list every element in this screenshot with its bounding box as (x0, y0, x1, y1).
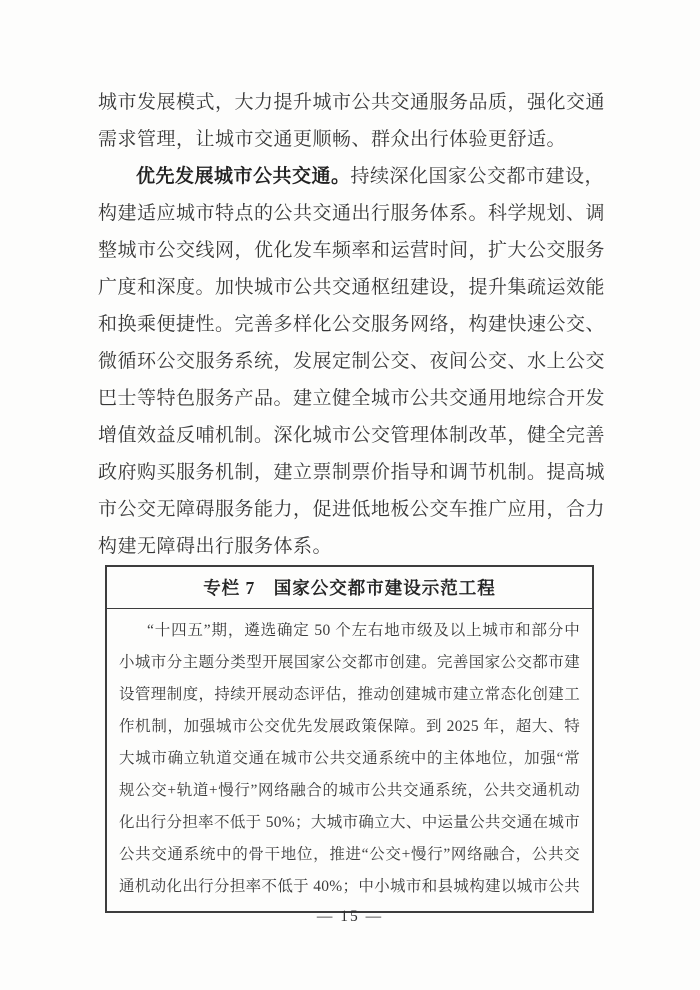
text-line: 需求管理，让城市交通更顺畅、群众出行体验更舒适。 (98, 129, 567, 150)
text-line-lead (98, 158, 605, 195)
text-line: 构建无障碍出行服务体系。 (98, 536, 333, 557)
text-line: 增值效益反哺机制。深化城市公交管理体制改革，健全完善 (98, 425, 606, 446)
box-text-line: 通机动化出行分担率不低于 40%；中小城市和县城构建以城市公共 (119, 878, 580, 895)
text-line: 政府购买服务机制，建立票制票价指导和调节机制。提高城 (98, 462, 606, 483)
box-text-line: 公共交通系统中的骨干地位，推进“公交+慢行”网络融合，公共交 (119, 846, 580, 863)
box-text-line: 小城市分主题分类型开展国家公交都市创建。完善国家公交都市建 (119, 654, 580, 671)
paragraph-lead-bold: 优先发展城市公共交通。 (136, 166, 351, 187)
box-text-line: 大城市确立轨道交通在城市公共交通系统中的主体地位，加强“常 (119, 750, 580, 767)
feature-box-body (107, 609, 592, 911)
text-line: 构建适应城市特点的公共交通出行服务体系。科学规划、调 (98, 203, 606, 224)
text-line: 巴士等特色服务产品。建立健全城市公共交通用地综合开发 (98, 388, 606, 409)
box-text-line: 作机制，加强城市公交优先发展政策保障。到 2025 年，超大、特 (119, 718, 580, 735)
feature-box-column7 (105, 565, 594, 913)
page-content (98, 84, 606, 913)
box-text-line: “十四五”期，遴选确定 50 个左右地市级及以上城市和部分中 (147, 622, 580, 639)
paragraph-priority-transit (98, 158, 606, 565)
text-line: 整城市公交线网，优化发车频率和运营时间，扩大公交服务 (98, 240, 606, 261)
text-line: 微循环公交服务系统，发展定制公交、夜间公交、水上公交 (98, 351, 606, 372)
text-line: 城市发展模式，大力提升城市公共交通服务品质，强化交通 (98, 92, 606, 113)
text-line: 市公交无障碍服务能力，促进低地板公交车推广应用，合力 (98, 499, 606, 520)
box-text-line: 设管理制度，持续开展动态评估，推动创建城市建立常态化创建工 (119, 686, 580, 703)
text-line: 广度和深度。加快城市公共交通枢纽建设，提升集疏运效能 (98, 277, 606, 298)
feature-box-title: 专栏 7 国家公交都市建设示范工程 (107, 567, 592, 609)
box-text-line: 化出行分担率不低于 50%；大城市确立大、中运量公共交通在城市 (119, 814, 580, 831)
page-number: — 15 — (316, 908, 384, 925)
text-line: 和换乘便捷性。完善多样化公交服务网络，构建快速公交、 (98, 314, 606, 335)
box-text-line: 规公交+轨道+慢行”网络融合的城市公共交通系统，公共交通机动 (119, 782, 580, 799)
paragraph-continuation (98, 84, 606, 158)
paragraph-lead-rest: 持续深化国家公交都市建设， (350, 166, 605, 187)
